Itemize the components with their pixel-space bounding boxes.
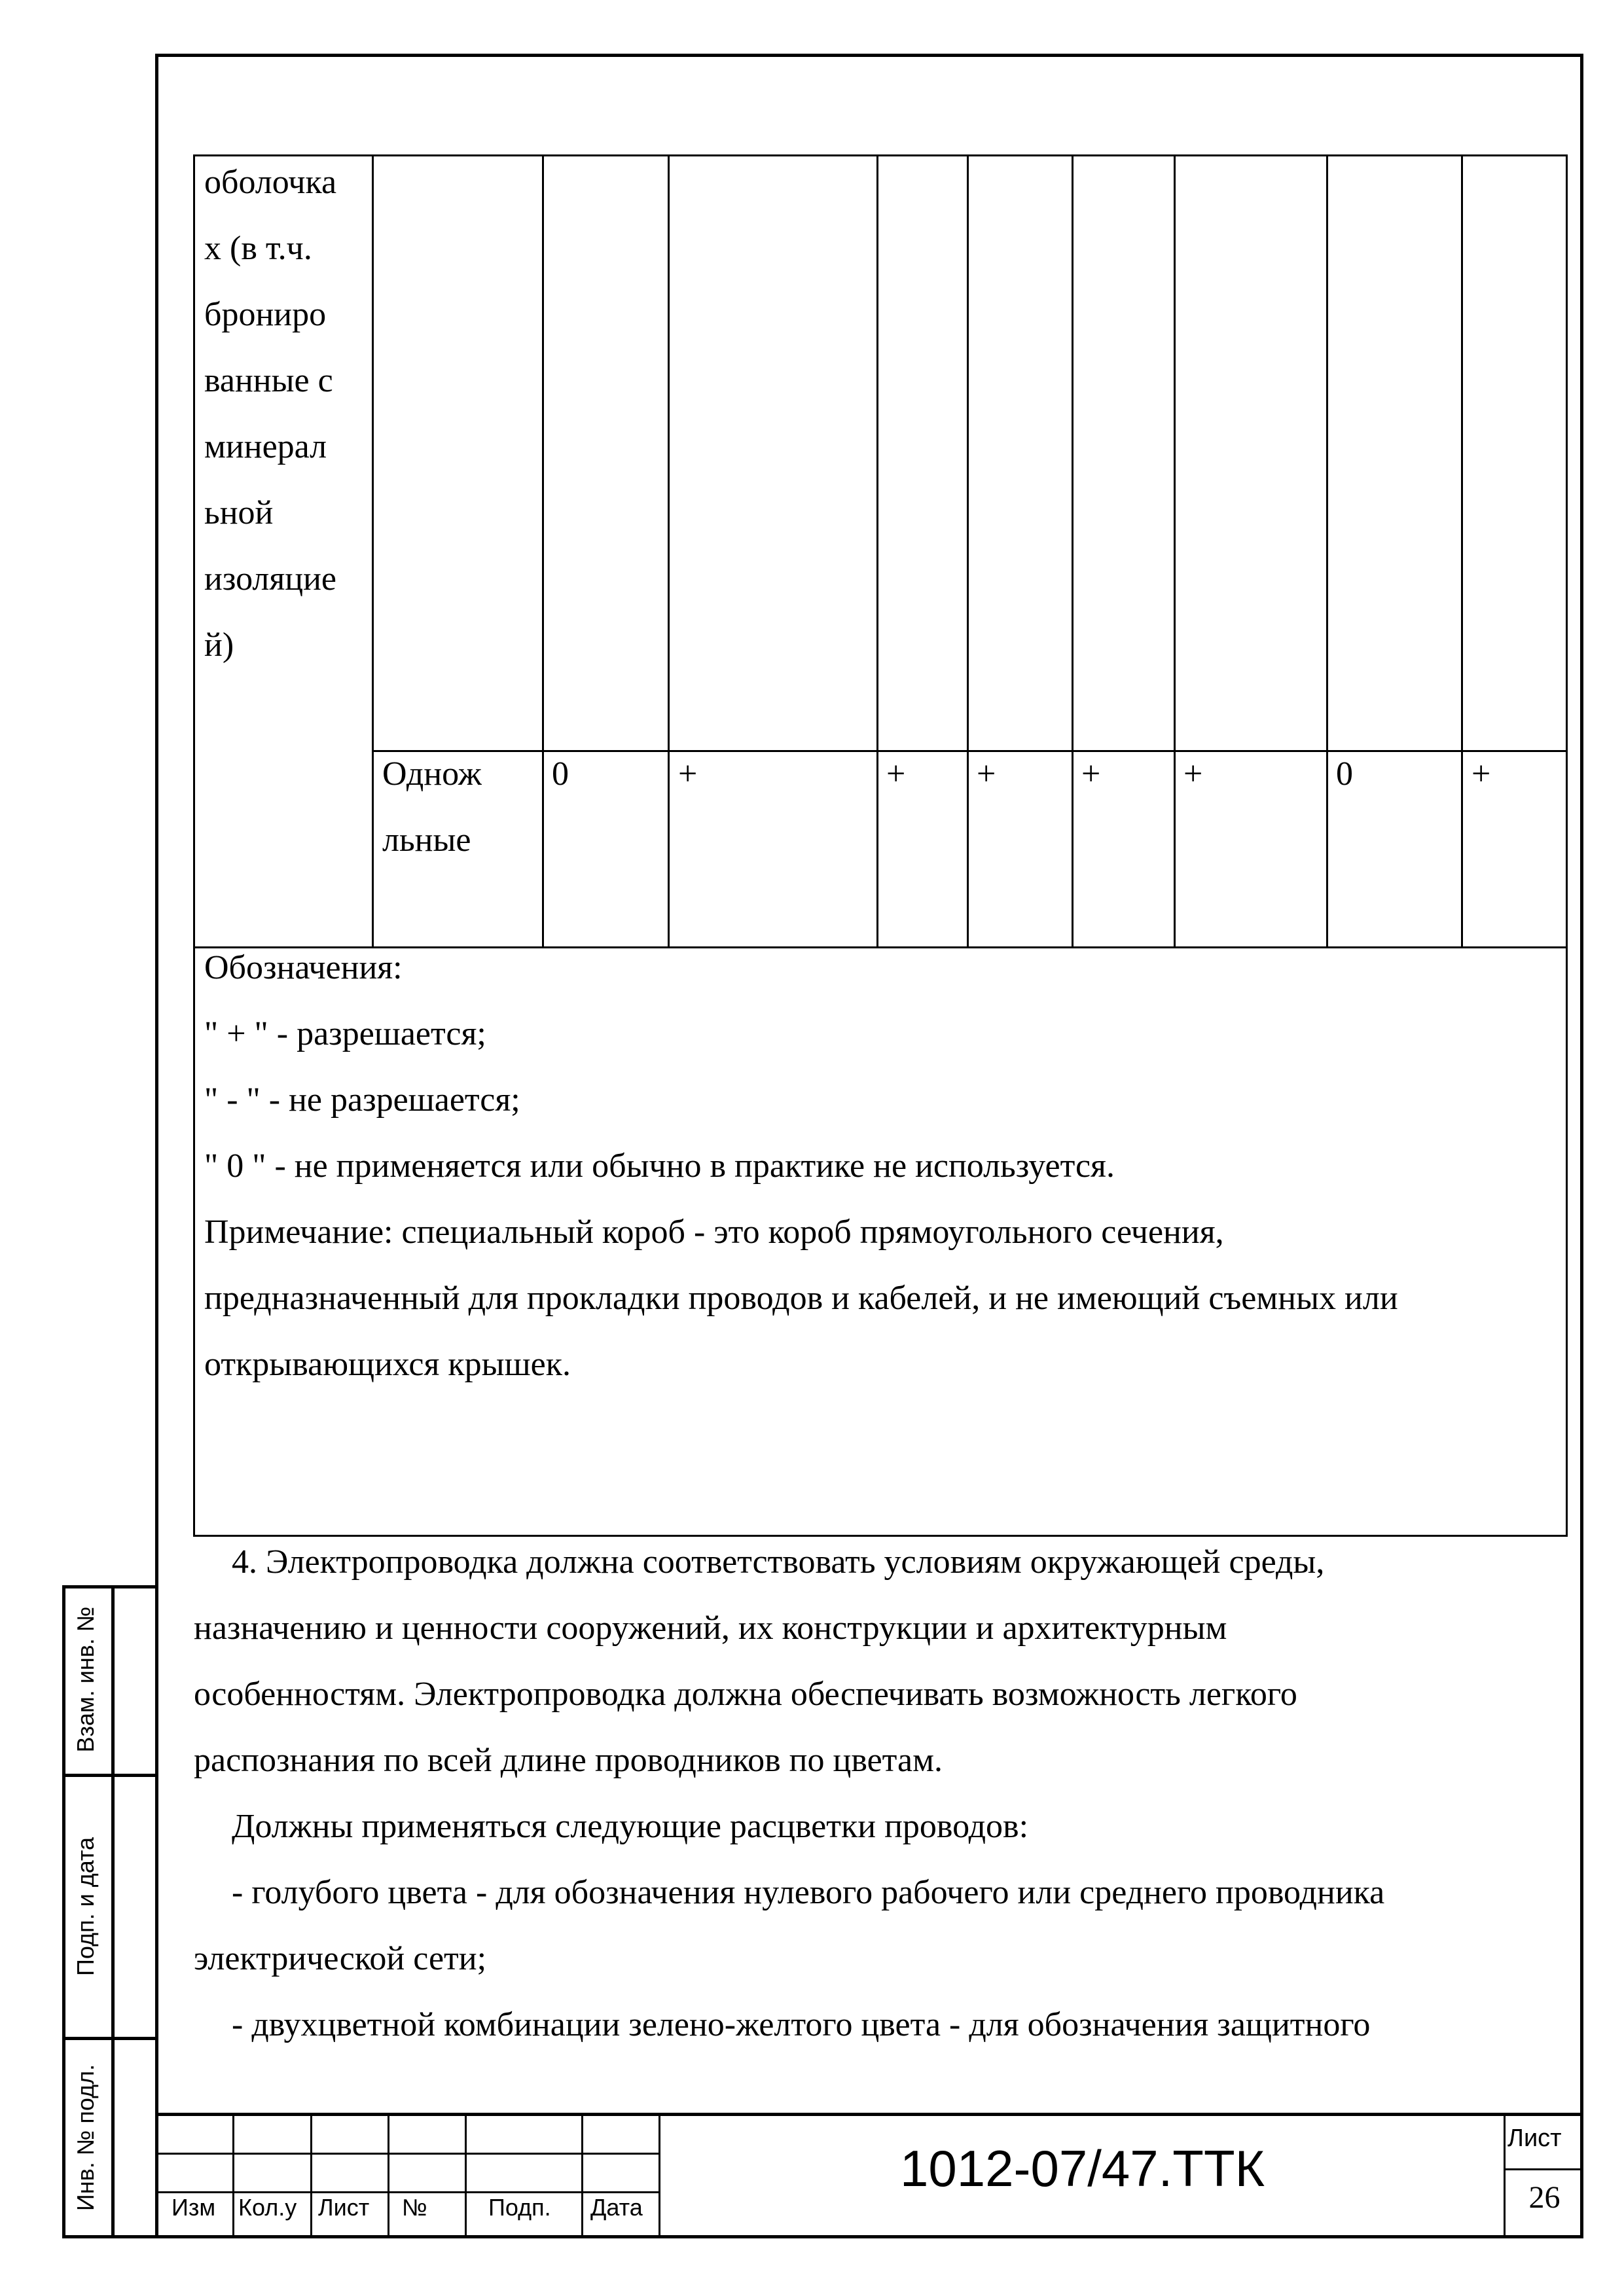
legend-zero: " 0 " - не применяется или обычно в практике не используется. [204,1147,1115,1185]
first-col-line: ьной [204,494,274,531]
table-col-line [372,154,374,946]
sheet-number: 26 [1528,2180,1561,2215]
body-paragraph-line: 4. Электропроводка должна соответствовать условиям окружающей среды, [232,1543,1325,1581]
row-value: + [1081,755,1101,793]
table-top-border [193,154,1568,156]
first-col-line: й) [204,626,234,664]
title-block-top-border [155,2113,1583,2116]
document-code: 1012-07/47.ТТК [899,2140,1265,2197]
table-col-line [542,154,544,946]
side-stamp-divider [111,1585,115,2238]
title-block-col [659,2113,660,2237]
row-value: + [1471,755,1491,793]
first-col-line: оболочка [204,164,337,201]
title-block-kolu: Кол.у [238,2194,297,2221]
legend-minus: " - " - не разрешается; [204,1081,520,1119]
title-block-row [155,2191,660,2193]
title-block-row [155,2153,660,2155]
legend-plus: " + " - разрешается; [204,1015,486,1052]
row-value: 0 [1336,755,1353,793]
row-label [382,741,539,873]
title-block-col [581,2113,583,2237]
title-block-data: Дата [590,2194,643,2221]
title-block-col [310,2113,312,2237]
body-paragraph-line: распознания по всей длине проводников по цветам. [194,1742,943,1779]
first-col-line: ванные с [204,362,333,399]
side-stamp-row-line [62,1774,157,1777]
body-paragraph-line: электрической сети; [194,1940,487,1977]
table-col-line [1461,154,1463,946]
row-value: + [678,755,698,793]
table-col-line [876,154,878,946]
body-paragraph-line: - двухцветной комбинации зелено-желтого цвета - для обозначения защитного [232,2006,1371,2043]
row-value: + [1183,755,1203,793]
body-paragraph-line: Должны применяться следующие расцветки проводов: [232,1808,1029,1845]
table-col-line [1326,154,1328,946]
row-value: + [977,755,996,793]
side-stamp-podp: Подп. и дата [72,1837,99,1977]
title-block-col [388,2113,389,2237]
title-block-col [465,2113,467,2237]
side-stamp-top-border [62,1585,157,1588]
first-col-text [204,149,368,678]
legend-note-line: Примечание: специальный короб - это короб прямоугольного сечения, [204,1213,1224,1251]
row-label-line: льные [382,821,471,859]
first-col-line: изоляцие [204,560,336,598]
first-col-line: минерал [204,428,327,465]
row-value: 0 [552,755,569,793]
first-col-line: х (в т.ч. [204,230,312,267]
side-stamp-bottom-border [62,2235,157,2238]
legend-note-line: открывающихся крышек. [204,1346,571,1383]
title-block-col [232,2113,234,2237]
body-paragraph-line: - голубого цвета - для обозначения нулевого рабочего или среднего проводника [232,1874,1385,1911]
table-left-border [193,154,195,1537]
side-stamp-row-line [62,2037,157,2040]
table-col-line [1174,154,1176,946]
row-value: + [886,755,906,793]
legend-title: Обозначения: [204,949,403,986]
body-text [194,1529,1575,2058]
title-block-list: Лист [318,2194,370,2221]
legend-note-line: предназначенный для прокладки проводов и кабелей, и не имеющий съемных или [204,1280,1398,1317]
table-col-line [668,154,670,946]
side-stamp-vzam: Взам. инв. № [72,1606,99,1753]
table-right-border [1566,154,1568,1537]
body-paragraph-line: особенностям. Электропроводка должна обеспечивать возможность легкого [194,1676,1297,1713]
side-stamp-inv: Инв. № подл. [72,2064,99,2212]
legend [204,935,1559,1397]
table-col-line [1072,154,1074,946]
title-block-num: № [402,2194,427,2221]
side-stamp-left-border [62,1585,65,2238]
body-paragraph-line: назначению и ценности сооружений, их конструкции и архитектурным [194,1609,1227,1647]
row-label-line: Однож [382,755,482,793]
title-block-col [1504,2113,1506,2237]
sheet-label: Лист [1507,2125,1562,2152]
title-block-izm: Изм [171,2194,216,2221]
title-block-sheet-row [1504,2168,1583,2170]
table-col-line [967,154,969,946]
title-block-podp: Подп. [488,2194,551,2221]
first-col-line: брониро [204,296,327,333]
